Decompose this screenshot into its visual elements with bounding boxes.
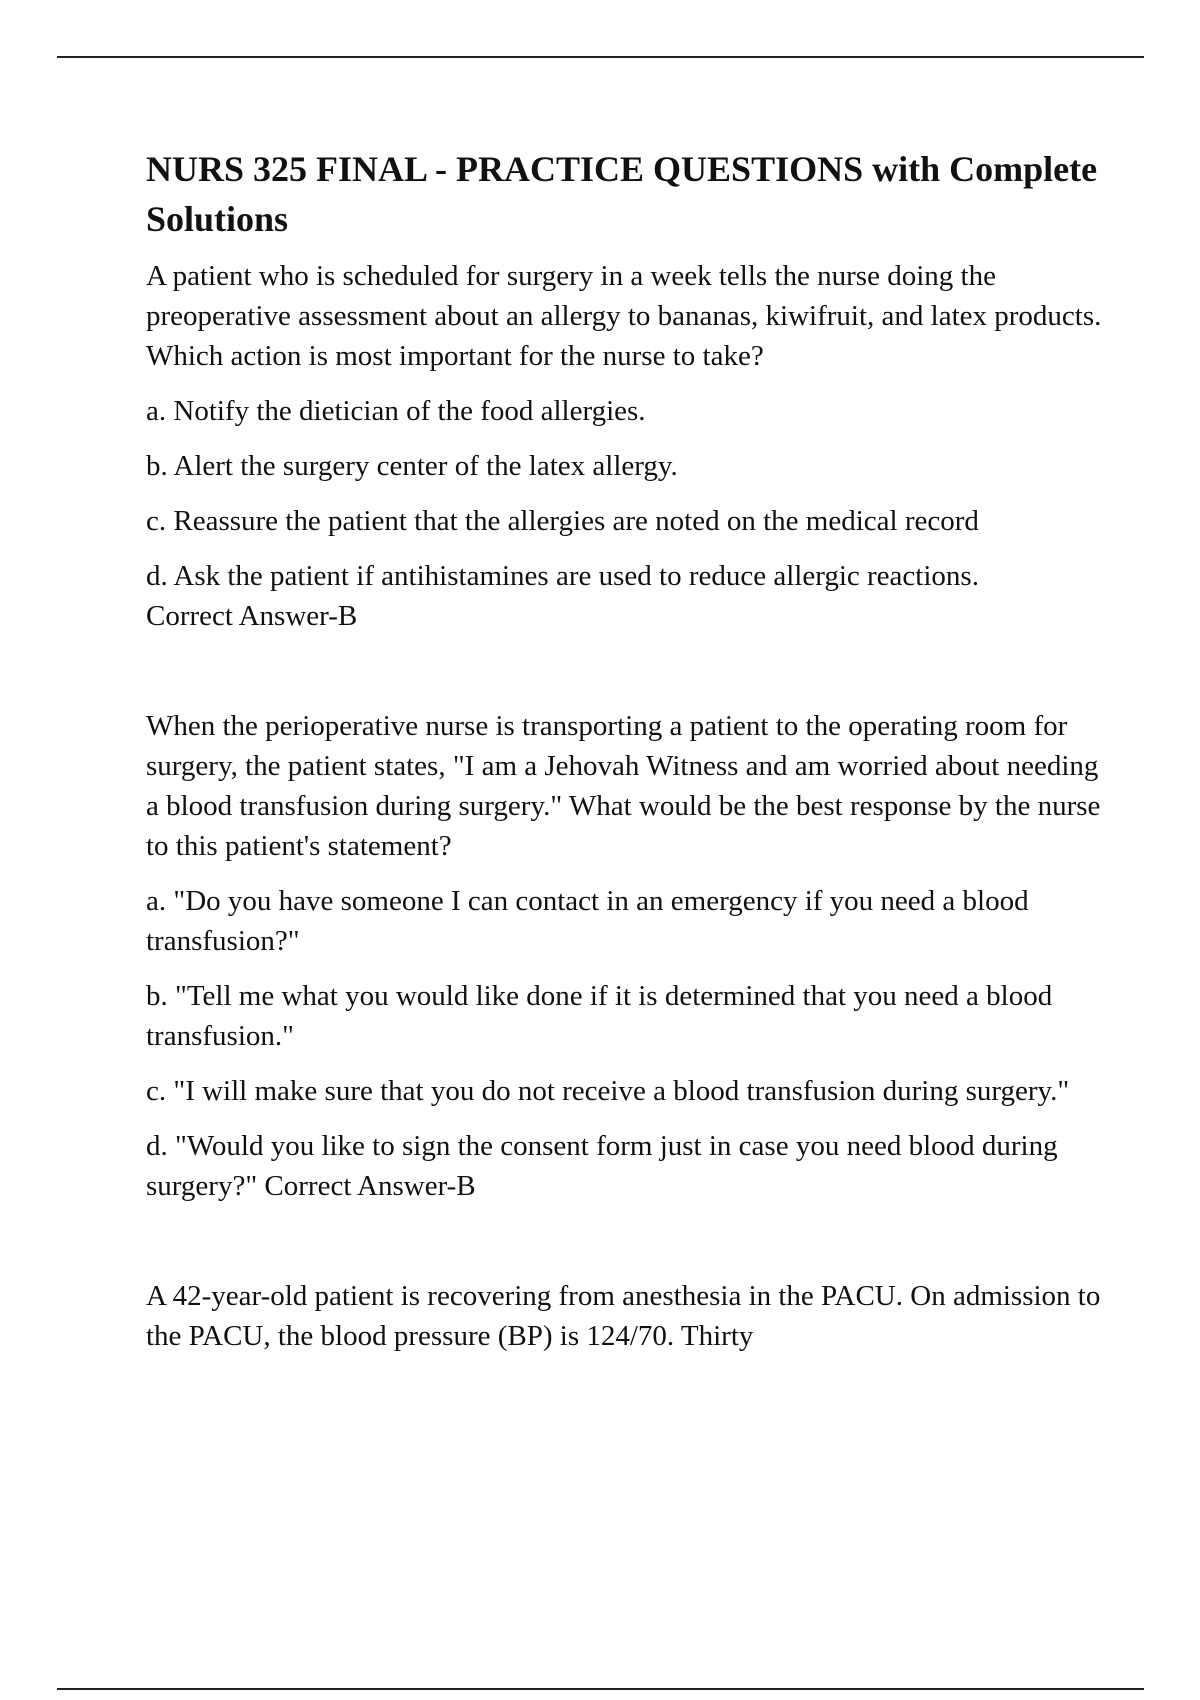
bottom-rule [57,1688,1144,1690]
option-a: a. Notify the dietician of the food allergies. [146,395,646,427]
option-d [146,556,1106,636]
spacer [146,1221,1106,1276]
document-body [146,144,1106,1371]
correct-answer: Correct Answer-B [264,1170,476,1202]
spacer [146,651,1106,706]
option-d [146,1126,1106,1206]
question-2 [146,706,1106,1206]
question-stem: When the perioperative nurse is transporting a patient to the operating room for surgery, the patient states, "I am a Jehovah Witness and am worried about needing a blood transfusion during surgery." What would be the best response by the nurse to this patient's statement? [146,710,1101,862]
option-d-text: d. Ask the patient if antihistamines are used to reduce allergic reactions. [146,560,979,592]
question-stem: A 42-year-old patient is recovering from anesthesia in the PACU. On admission to the PACU, the blood pressure (BP) is 124/70. Thirty [146,1280,1101,1352]
option-c: c. "I will make sure that you do not receive a blood transfusion during surgery." [146,1075,1070,1107]
option-d-text: d. "Would you like to sign the consent form just in case you need blood during surgery?" [146,1130,1058,1202]
option-a: a. "Do you have someone I can contact in an emergency if you need a blood transfusion?" [146,885,1029,957]
correct-answer: Correct Answer-B [146,600,358,632]
question-1 [146,256,1106,636]
document-title: NURS 325 FINAL - PRACTICE QUESTIONS with Complete Solutions [146,149,1098,239]
question-3 [146,1276,1106,1356]
option-b: b. Alert the surgery center of the latex allergy. [146,450,678,482]
option-b: b. "Tell me what you would like done if it is determined that you need a blood transfusion." [146,980,1053,1052]
option-c: c. Reassure the patient that the allergies are noted on the medical record [146,505,979,537]
question-stem: A patient who is scheduled for surgery in a week tells the nurse doing the preoperative assessment about an allergy to bananas, kiwifruit, and latex products. Which action is most important for the nurse to take? [146,260,1102,372]
top-rule [57,56,1144,58]
